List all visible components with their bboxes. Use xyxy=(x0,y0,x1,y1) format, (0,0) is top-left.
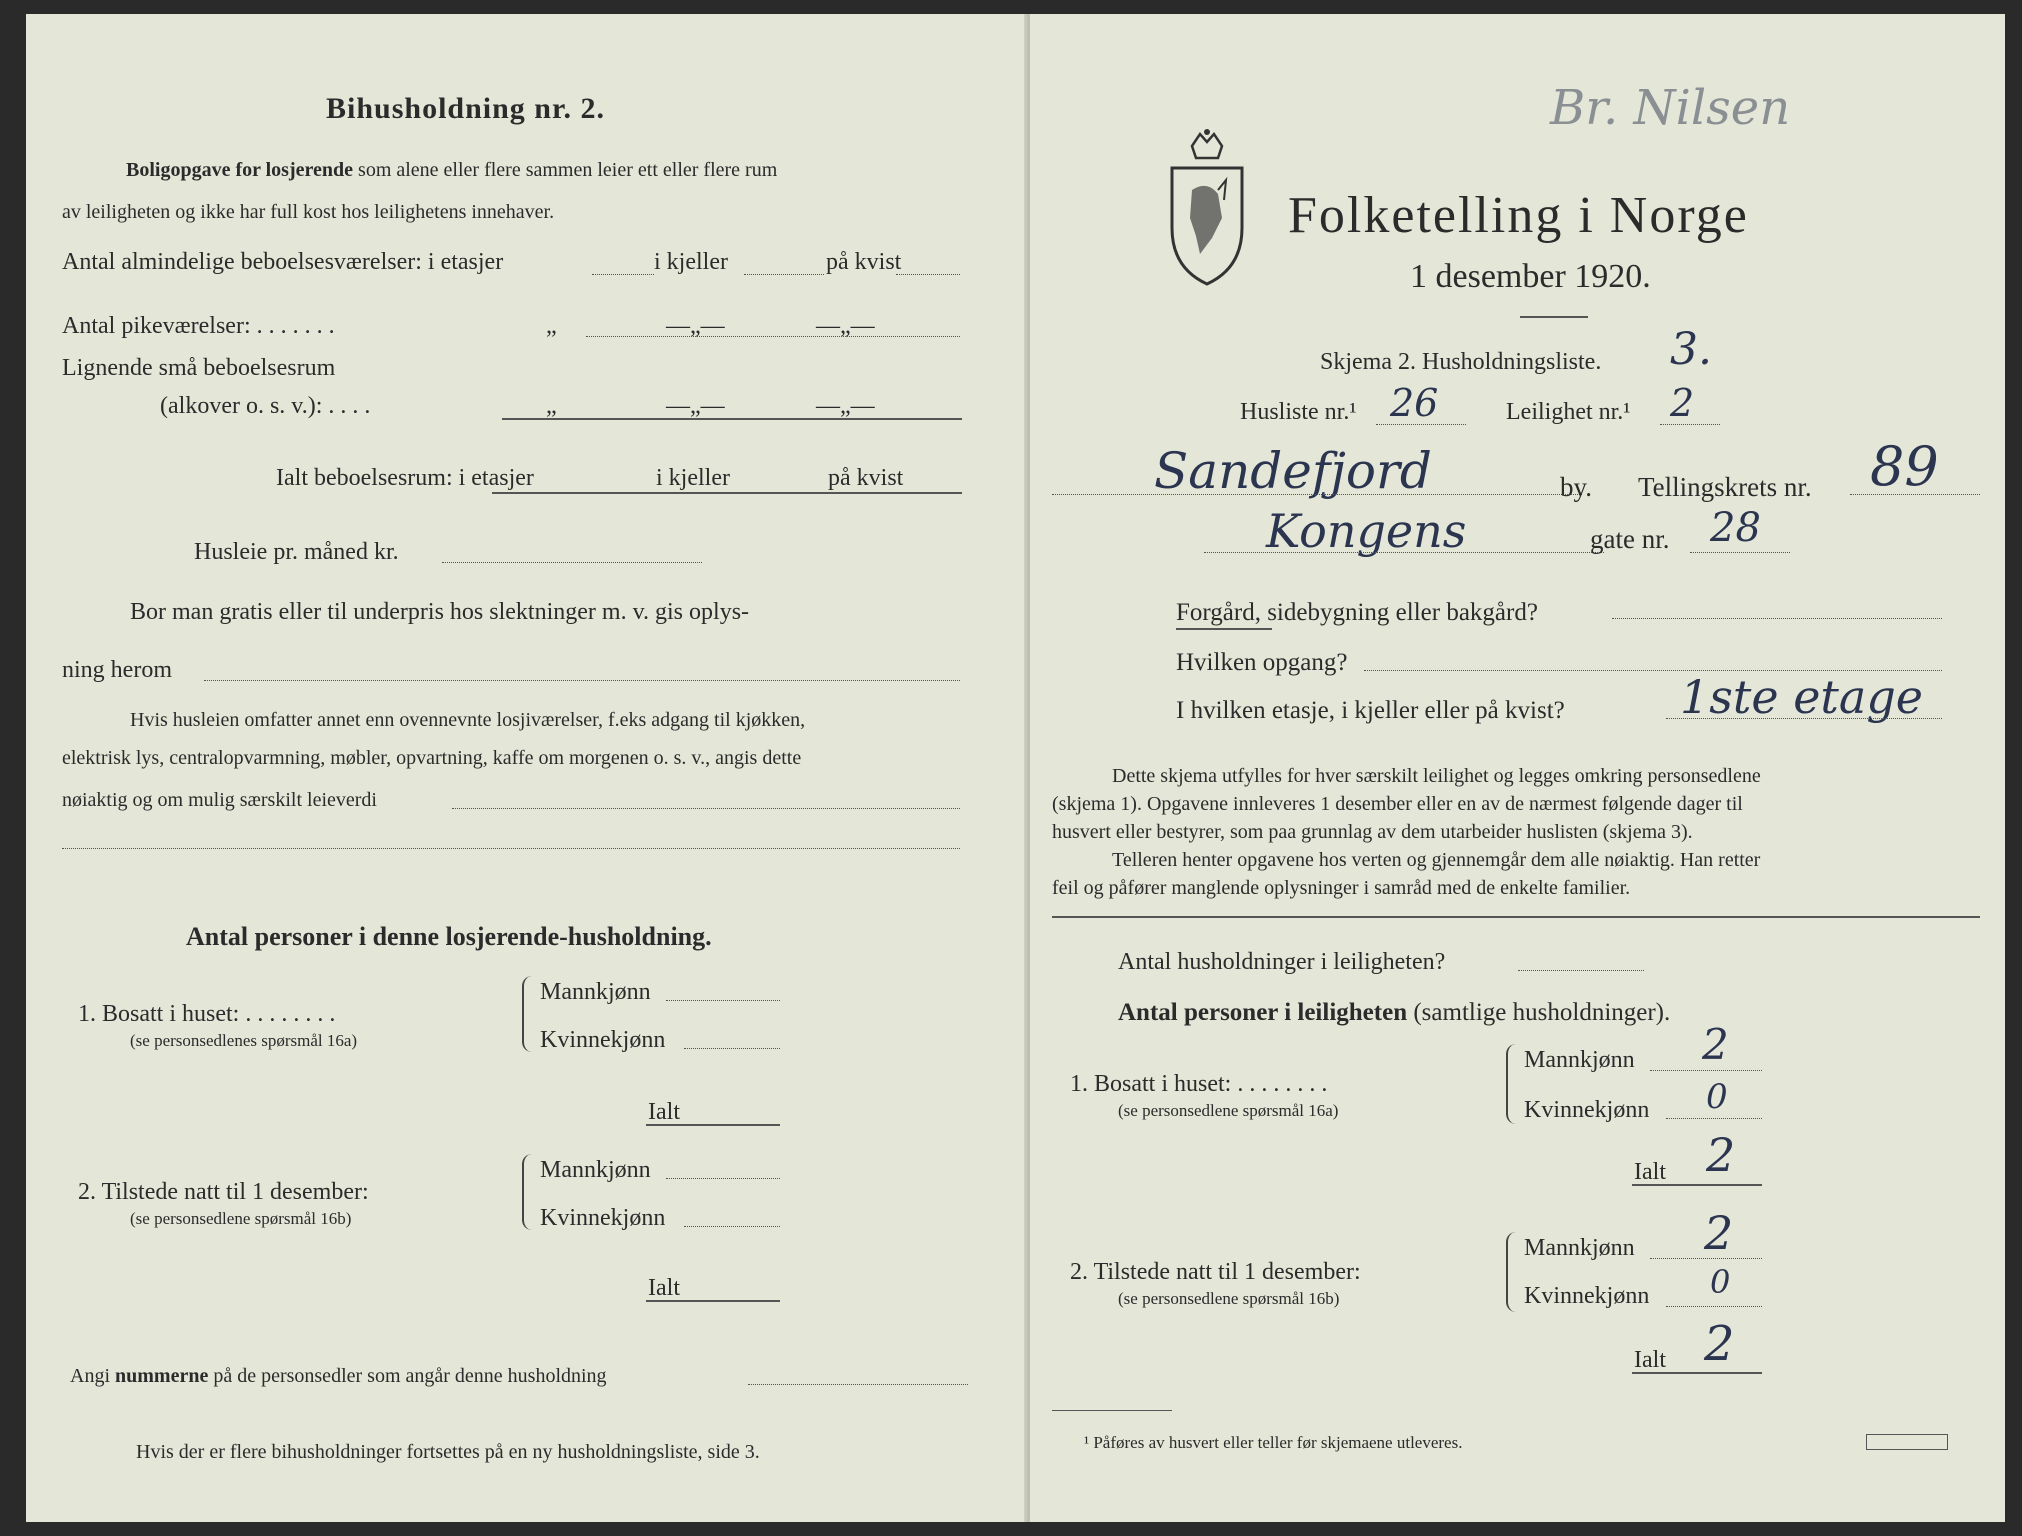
forgaard-field xyxy=(1612,618,1942,619)
bosatt-mann-label: Mannkjønn xyxy=(540,979,651,1005)
tilstede-ialt-label: Ialt xyxy=(648,1275,680,1301)
leilighet-label: Leilighet nr.¹ xyxy=(1506,399,1631,425)
bosatt-ialt-label: Ialt xyxy=(648,1099,680,1125)
bosatt-sub: (se personsedlenes spørsmål 16a) xyxy=(130,1031,358,1050)
hvis-line-3: nøiaktig og om mulig særskilt leieverdi xyxy=(62,789,377,811)
etasje-field xyxy=(1666,718,1942,719)
bosatt-brace xyxy=(522,976,534,1052)
rooms-kvist-label: på kvist xyxy=(826,249,902,275)
r-tilstede-ialt-field xyxy=(1632,1372,1762,1374)
r-bosatt-label: 1. Bosatt i huset: . . . . . . . . xyxy=(1070,1071,1328,1097)
husleie-label: Husleie pr. måned kr. xyxy=(194,539,399,565)
gate-nr-field xyxy=(1690,552,1790,553)
r-bosatt-mann-field xyxy=(1650,1070,1762,1071)
hvis-line-1: Hvis husleien omfatter annet enn ovennevnte losjiværelser, f.eks adgang til kjøkken, xyxy=(130,709,806,731)
intro-line-1: Boligopgave for losjerende som alene eller flere sammen leier ett eller flere rum xyxy=(126,159,778,181)
info-line-2: (skjema 1). Opgavene innleveres 1 desember eller en av de nærmest følgende dager til xyxy=(1052,793,1743,815)
bosatt-mann-field xyxy=(666,1000,780,1001)
leieverdi-field-2 xyxy=(62,848,960,849)
opgang-label: Hvilken opgang? xyxy=(1176,649,1348,676)
r-bosatt-sub: (se personsedlene spørsmål 16a) xyxy=(1118,1101,1339,1120)
rooms-kvist-field xyxy=(896,274,960,275)
tilstede-label: 2. Tilstede natt til 1 desember: xyxy=(78,1179,369,1205)
tilstede-kvinne-label: Kvinnekjønn xyxy=(540,1205,666,1231)
ialt-kvist-label: på kvist xyxy=(828,465,904,491)
info-line-4: Telleren henter opgavene hos verten og gjennemgår dem alle nøiaktig. Han retter xyxy=(1112,849,1761,871)
leilighet-field xyxy=(1660,424,1720,425)
intro-line-2: av leiligheten og ikke har full kost hos leilighetens innehaver. xyxy=(62,201,555,223)
pike-quote: „ xyxy=(546,313,557,339)
r-bosatt-ialt-value: 2 xyxy=(1706,1128,1736,1182)
census-date: 1 desember 1920. xyxy=(1410,258,1651,295)
bosatt-kvinne-field xyxy=(684,1048,780,1049)
r-tilstede-ialt-label: Ialt xyxy=(1634,1347,1666,1373)
tilstede-brace xyxy=(522,1154,534,1230)
r-bosatt-mann-label: Mannkjønn xyxy=(1524,1047,1635,1073)
bosatt-ialt-field xyxy=(646,1124,780,1126)
ialt-kjeller-label: i kjeller xyxy=(656,465,730,491)
by-value: Sandefjord xyxy=(1154,442,1432,500)
right-page xyxy=(1030,14,2005,1522)
lignende-dash-2: —„— xyxy=(816,393,875,419)
r-tilstede-mann-field xyxy=(1650,1258,1762,1259)
r-bosatt-brace xyxy=(1506,1044,1518,1124)
antal-hush-label: Antal husholdninger i leiligheten? xyxy=(1118,949,1446,975)
tilstede-mann-field xyxy=(666,1178,780,1179)
r-bosatt-ialt-label: Ialt xyxy=(1634,1159,1666,1185)
r-bosatt-kvinne-field xyxy=(1666,1118,1762,1119)
lignende-label-2: (alkover o. s. v.): . . . . xyxy=(160,393,371,419)
pike-label: Antal pikeværelser: . . . . . . . xyxy=(62,313,335,339)
r-tilstede-mann-value: 2 xyxy=(1704,1206,1734,1260)
r-bosatt-mann-value: 2 xyxy=(1702,1020,1729,1069)
angi-field xyxy=(748,1384,968,1385)
tellingskrets-label: Tellingskrets nr. xyxy=(1638,472,1812,502)
info-line-3: husvert eller bestyrer, som paa grunnlag av dem utarbeider huslisten (skjema 3). xyxy=(1052,821,1693,843)
leilighet-value: 2 xyxy=(1670,381,1695,425)
rooms-kjeller-label: i kjeller xyxy=(654,249,728,275)
lignende-dash-1: —„— xyxy=(666,393,725,419)
lignende-field xyxy=(502,418,962,420)
signature: Br. Nilsen xyxy=(1550,80,1791,136)
gate-label: gate nr. xyxy=(1590,524,1670,554)
husliste-label: Husliste nr.¹ xyxy=(1240,399,1357,425)
info-rule xyxy=(1052,916,1980,918)
left-footer: Hvis der er flere bihusholdninger fortsettes på en ny husholdningsliste, side 3. xyxy=(136,1441,760,1463)
footnote-rule xyxy=(1052,1410,1172,1411)
lignende-label-1: Lignende små beboelsesrum xyxy=(62,355,336,381)
r-tilstede-ialt-value: 2 xyxy=(1704,1316,1735,1372)
info-line-1: Dette skjema utfylles for hver særskilt leilighet og legges omkring personsedlene xyxy=(1112,765,1761,787)
lignende-quote: „ xyxy=(546,393,557,419)
r-bosatt-kvinne-label: Kvinnekjønn xyxy=(1524,1097,1650,1123)
tilstede-kvinne-field xyxy=(684,1226,780,1227)
gratis-line-1: Bor man gratis eller til underpris hos slektninger m. v. gis oplys- xyxy=(130,599,750,625)
etasje-label: I hvilken etasje, i kjeller eller på kvist? xyxy=(1176,697,1565,724)
ialt-beboelse-label: Ialt beboelsesrum: i etasjer xyxy=(276,465,534,491)
bosatt-kvinne-label: Kvinnekjønn xyxy=(540,1027,666,1053)
rooms-label: Antal almindelige beboelsesværelser: i etasjer xyxy=(62,249,504,275)
husleie-field xyxy=(442,562,702,563)
r-tilstede-sub: (se personsedlene spørsmål 16b) xyxy=(1118,1289,1340,1308)
ialt-beboelse-field xyxy=(492,492,962,494)
info-line-5: feil og påfører manglende oplysninger i samråd med de enkelte familier. xyxy=(1052,877,1631,899)
r-bosatt-ialt-field xyxy=(1632,1184,1762,1186)
husliste-field xyxy=(1376,424,1466,425)
r-bosatt-kvinne-value: 0 xyxy=(1706,1077,1728,1117)
rooms-kjeller-field xyxy=(744,274,824,275)
pike-field xyxy=(586,336,960,337)
bosatt-label: 1. Bosatt i huset: . . . . . . . . xyxy=(78,1001,336,1027)
left-title: Bihusholdning nr. 2. xyxy=(326,92,606,125)
antal-heading: Antal personer i denne losjerende-husholdning. xyxy=(186,922,712,951)
rooms-etasjer-field xyxy=(592,274,654,275)
pike-dash-2: —„— xyxy=(816,313,875,339)
r-tilstede-label: 2. Tilstede natt til 1 desember: xyxy=(1070,1259,1361,1285)
r-tilstede-brace xyxy=(1506,1232,1518,1312)
tellingskrets-value: 89 xyxy=(1870,435,1939,498)
norwegian-coat-of-arms-icon xyxy=(1162,128,1252,288)
leieverdi-field xyxy=(452,808,960,809)
right-title: Folketelling i Norge xyxy=(1288,187,1749,244)
skjema-label: Skjema 2. Husholdningsliste. xyxy=(1320,349,1602,375)
gratis-line-2: ning herom xyxy=(62,657,172,683)
husliste-value: 26 xyxy=(1390,381,1439,425)
forgaard-underline xyxy=(1176,628,1272,630)
pike-dash-1: —„— xyxy=(666,313,725,339)
gate-field xyxy=(1204,552,1604,553)
gate-nr-value: 28 xyxy=(1710,505,1761,551)
forgaard-label: Forgård, sidebygning eller bakgård? xyxy=(1176,599,1538,626)
husholdningsliste-nr: 3. xyxy=(1670,324,1712,375)
tellingskrets-field xyxy=(1850,494,1980,495)
r-tilstede-kvinne-label: Kvinnekjønn xyxy=(1524,1283,1650,1309)
by-label: by. xyxy=(1560,472,1592,502)
tilstede-ialt-field xyxy=(646,1300,780,1302)
angi-line: Angi nummerne på de personsedler som angår denne husholdning xyxy=(70,1365,607,1387)
tilstede-sub: (se personsedlene spørsmål 16b) xyxy=(130,1209,352,1228)
footnote: ¹ Påføres av husvert eller teller før skjemaene utleveres. xyxy=(1084,1433,1463,1452)
etasje-value: 1ste etage xyxy=(1680,670,1924,724)
left-page xyxy=(26,14,1026,1522)
antal-hush-field xyxy=(1518,970,1644,971)
r-tilstede-kvinne-field xyxy=(1666,1306,1762,1307)
r-tilstede-mann-label: Mannkjønn xyxy=(1524,1235,1635,1261)
gratis-field xyxy=(204,680,960,681)
by-field xyxy=(1052,494,1582,495)
hvis-line-2: elektrisk lys, centralopvarmning, møbler, opvartning, kaffe om morgenen o. s. v., angis dette xyxy=(62,747,802,769)
r-tilstede-kvinne-value: 0 xyxy=(1710,1263,1731,1301)
title-rule xyxy=(1520,316,1588,318)
antal-pers-heading: Antal personer i leiligheten (samtlige husholdninger). xyxy=(1118,999,1671,1026)
gate-value: Kongens xyxy=(1266,504,1467,558)
tilstede-mann-label: Mannkjønn xyxy=(540,1157,651,1183)
printer-mark xyxy=(1866,1434,1948,1450)
